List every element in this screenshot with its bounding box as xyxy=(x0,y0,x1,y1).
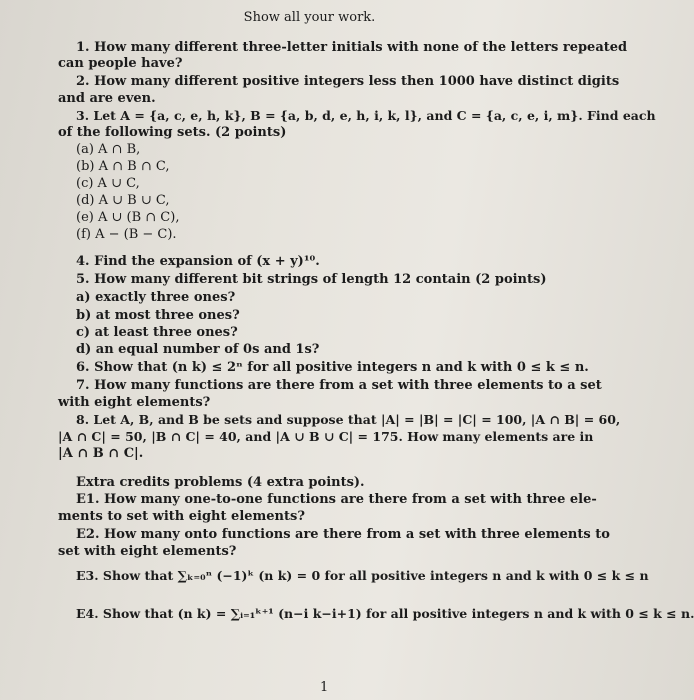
q2-line2: and are even. xyxy=(58,91,156,106)
q7-line2: with eight elements? xyxy=(58,395,211,410)
q4-line: 4. Find the expansion of (x + y)¹⁰. xyxy=(76,254,320,269)
q3-line1: 3. Let A = {a, c, e, h, k}, B = {a, b, d, e, h, i, k, l}, and C = {a, c, e, i, m}. Find each xyxy=(76,108,656,123)
q5-line1: 5. How many different bit strings of length 12 contain (2 points) xyxy=(76,272,547,287)
q5-part-d: d) an equal number of 0s and 1s? xyxy=(76,342,320,357)
e2-line1: E2. How many onto functions are there from a set with three elements to xyxy=(76,527,610,542)
e1-line2: ments to set with eight elements? xyxy=(58,509,305,524)
q5-part-b: b) at most three ones? xyxy=(76,308,240,323)
q1-line1: 1. How many different three-letter initials with none of the letters repeated xyxy=(76,40,628,55)
q3-part-a: (a) A ∩ B, xyxy=(76,142,141,157)
page-number: 1 xyxy=(320,680,329,695)
page-header: Show all your work. xyxy=(243,10,376,25)
q3-line2: of the following sets. (2 points) xyxy=(58,125,287,140)
q3-part-e: (e) A ∪ (B ∩ C), xyxy=(76,210,180,225)
q3-part-d: (d) A ∪ B ∪ C, xyxy=(76,193,170,208)
q3-part-c: (c) A ∪ C, xyxy=(76,176,140,191)
q7-line1: 7. How many functions are there from a set with three elements to a set xyxy=(76,378,602,393)
q3-part-b: (b) A ∩ B ∩ C, xyxy=(76,159,170,174)
q8-line1: 8. Let A, B, and B be sets and suppose that |A| = |B| = |C| = 100, |A ∩ B| = 60, xyxy=(76,412,621,427)
extra-title: Extra credits problems (4 extra points). xyxy=(76,475,365,490)
q1-line2: can people have? xyxy=(58,56,183,71)
q8-line2: |A ∩ C| = 50, |B ∩ C| = 40, and |A ∪ B ∪ C| = 175. How many elements are in xyxy=(58,429,594,444)
e3-line: E3. Show that ∑ₖ₌₀ⁿ (−1)ᵏ (n k) = 0 for all positive integers n and k with 0 ≤ k ≤ n xyxy=(76,568,649,583)
q3-part-f: (f) A − (B − C). xyxy=(76,227,177,242)
e4-line: E4. Show that (n k) = ∑ᵢ₌₁ᵏ⁺¹ (n−i k−i+1) for all positive integers n and k with 0 ≤ k ≤ n. xyxy=(76,606,694,621)
q6-line: 6. Show that (n k) ≤ 2ⁿ for all positive integers n and k with 0 ≤ k ≤ n. xyxy=(76,360,589,375)
q8-line3: |A ∩ B ∩ C|. xyxy=(58,446,144,461)
q5-part-a: a) exactly three ones? xyxy=(76,290,236,305)
e2-line2: set with eight elements? xyxy=(58,544,237,559)
q5-part-c: c) at least three ones? xyxy=(76,325,238,340)
q2-line1: 2. How many different positive integers less then 1000 have distinct digits xyxy=(76,74,620,89)
e1-line1: E1. How many one-to-one functions are there from a set with three ele- xyxy=(76,492,597,507)
